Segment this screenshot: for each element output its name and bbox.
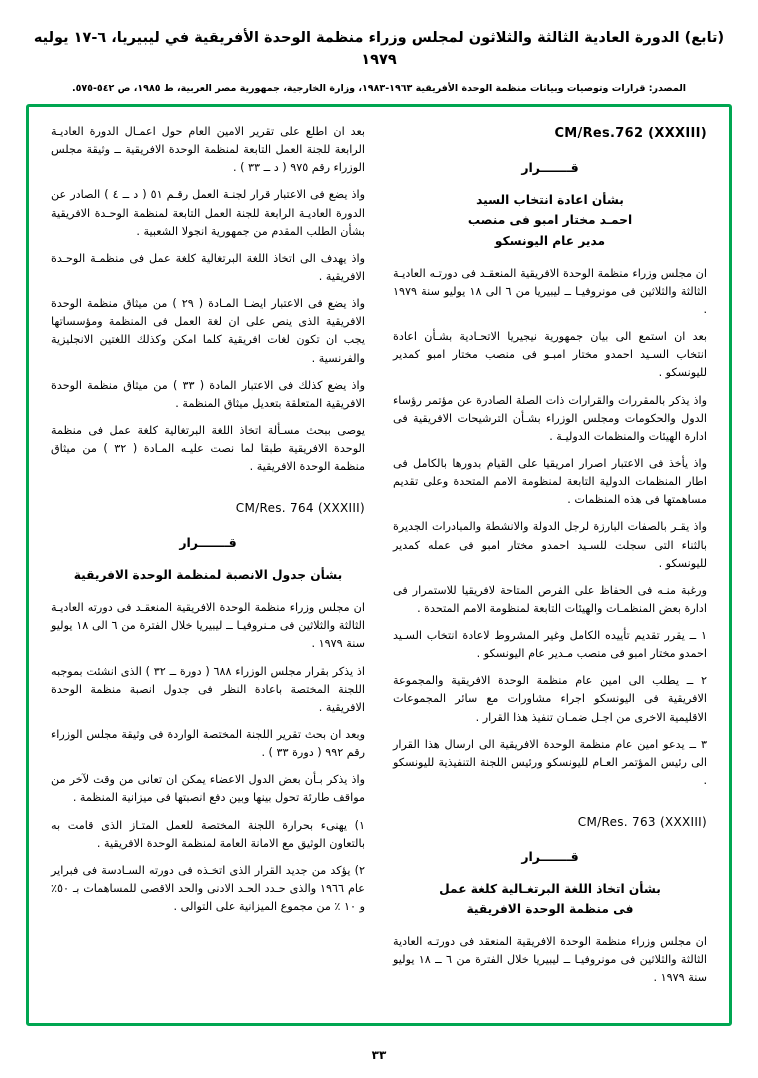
subject-line: فى منظمة الوحدة الافريقية	[466, 902, 634, 916]
paragraph: واذ يهدف الى اتخاذ اللغة البرتغالية كلغة عمل فى منظمـة الوحـدة الافريقية .	[51, 251, 365, 283]
content-frame	[26, 104, 732, 1026]
page-header	[0, 0, 758, 96]
column-right	[379, 123, 711, 1011]
paragraph: ١ ــ يقرر تقديم تأييده الكامل وغير المشروط لاعادة انتخاب السـيد احمدو مختار امبو فى منصب مـدير عام اليونسكو .	[393, 629, 707, 661]
section-spacer	[393, 799, 707, 813]
paragraph: ٣ ــ يدعو امين عام منظمة الوحدة الافريقية الى ارسال هذا القرار الى رئيس المؤتمر العـام لليونسكو ورئيس اللجنة التنفيذية لليونسكو .	[393, 737, 707, 788]
two-column-layout	[29, 107, 729, 1023]
resolution-id-764: CM/Res. 764 (XXXIII)	[235, 501, 365, 516]
paragraph: واذ يذكر بالمقررات والقرارات ذات الصلة الصادرة عن مؤتمر رؤساء الدول والحكومات ومجلس الوزراء بشـأن الترشيحات الافريقية فى ادارة الهيئات والمنظمات الدوليـة .	[393, 393, 707, 443]
paragraph: واذ يضع كذلك فى الاعتبار المادة ( ٣٣ ) من ميثاق منظمة الوحدة الافريقية المتعلقة بتعديل ميثاق المنظمة .	[51, 378, 365, 410]
resolution-subject-762	[393, 190, 707, 250]
paragraph: واذ يضع فى الاعتبار قرار لجنـة العمل رقـم ٥١ ( د ــ ٤ ) الصادر عن الدورة العاديـة الرابعة للجنة العمل التابعة لمنظمة الوحـدة الافريقية بشأن الطلب المقدم من جمهورية انجولا الشعبية .	[51, 188, 365, 238]
paragraph: ٢ ــ يطلب الى امين عام منظمة الوحدة الافريقية والمجموعة الافريقية فى اليونسكو اجراء مشاورات مع سائر المجموعات الاقليمية الاخرى من اجـل ضمـان تنفيذ هذا القرار .	[393, 674, 707, 724]
page-number: ٣٣	[371, 1048, 387, 1062]
qarar-label-763: قـــــــرار	[521, 848, 579, 864]
resolution-id-763: CM/Res. 763 (XXXIII)	[577, 815, 707, 830]
header-title: (تابع) الدورة العادية الثالثة والثلاثون لمجلس وزراء منظمة الوحدة الأفريقية في ليبيريا، ٦-١٧ يوليه ١٩٧٩	[33, 30, 725, 68]
paragraph: واذ يقـر بالصفات البارزة لرجل الدولة والانشطة والمبادرات الجديرة بالثناء التى سجلت للسـيد احمدو مختار امبو فى عمله كمدير لليونسكو .	[393, 520, 707, 570]
qarar-label-764: قـــــــرار	[179, 534, 237, 550]
subject-line: مدير عام اليونسكو	[494, 233, 606, 248]
resolution-subject-764	[51, 565, 365, 585]
paragraph: يوصى ببحث مسـألة اتخاذ اللغة البرتغالية كلغة عمل فى منظمة الوحدة الافريقية طبقا لما نصت عليـه المـادة ( ٣٢ ) من ميثاق منظمة الوحدة الافريقية .	[51, 423, 365, 474]
resolution-id-762: CM/Res.762 (XXXIII)	[554, 126, 707, 141]
header-source: المصدر: ‏قرارات وتوصيات وبيانات منظمة الوحدة الأفريقية ١٩٦٣-١٩٨٣، وزارة الخارجية، جمهورية مصر العربية، ط ١٩٨٥، ص ٥٤٢-٥٧٥‏.	[71, 82, 687, 94]
paragraph: اذ يذكر بقرار مجلس الوزراء ٦٨٨ ( دورة ــ ٣٢ ) الذى انشئت بموجبه اللجنة المختصة باعادة النظر فى جدول انصبة منظمة الوحدة الافريقية .	[51, 664, 366, 714]
section-spacer	[51, 485, 365, 499]
paragraph: واذ يذكر بـأن بعض الدول الاعضاء يمكن ان تعانى من وقت لآخر من مواقف طارئة تحول بينها وبين دفع انصبتها فى ميزانية المنظمة .	[51, 773, 365, 805]
subject-line: بشأن اعادة انتخاب السيد	[476, 193, 624, 208]
paragraph: ان مجلس وزراء منظمة الوحدة الافريقية المنعقـد فى دورتـه العاديـة الثالثة والثلاثين فى مونروفيـا ــ ليبيريا من ٦ الى ١٨ يوليو سنة ١٩٧٩ .	[393, 266, 707, 316]
qarar-label-762: قـــــــرار	[521, 160, 579, 176]
paragraph: بعد ان اطلع على تقرير الامين العام حول اعمـال الدورة العاديـة الرابعة للجنة العمل التابعة لمنظمة الوحدة الافريقية ــ وثيقة مجلس الوزراء رقم ٩٧٥ ( د ــ ٣٣ ) .	[51, 125, 365, 175]
paragraph: وبعد ان بحث تقرير اللجنة المختصة الواردة فى وثيقة مجلس الوزراء رقم ٩٩٢ ( دورة ٣٣ ) .	[51, 728, 365, 760]
paragraph: ان مجلس وزراء منظمة الوحدة الافريقية المنعقد فى دورتـه العادية الثالثة والثلاثين فى مونروفيـا ــ ليبيريا خلال الفترة من ٦ ــ ١٨ يوليو سنة ١٩٧٩ .	[393, 935, 708, 985]
subject-line: بشأن جدول الانصبة لمنظمة الوحدة الافريقية	[73, 568, 343, 583]
paragraph: ١) يهنىء بحرارة اللجنة المختصة للعمل المتـاز الذى قامت به بالتعاون الوثيق مع الامانة العامة لمنظمة الوحدة الافريقية .	[51, 818, 365, 850]
paragraph: واذ يأخذ فى الاعتبار اصرار امريقيا على القيام بدورها بالكامل فى اطار المنظمات الدولية التابعة لمنظومة الامم المتحدة وعلى تقديم مساهمتها فى هذه المنظمات .	[393, 456, 707, 507]
subject-line: احمـد مختار امبو فى منصب	[467, 213, 633, 228]
resolution-subject-763	[393, 879, 707, 919]
paragraph: ورغبة منـه فى الحفاظ على الفرص المتاحة لافريقيا للاستمرار فى ادارة بعض المنظمـات والهيئات التابعة لمنظومة الامم المتحدة .	[393, 583, 707, 615]
paragraph: ان مجلس وزراء منظمة الوحدة الافريقية المنعقـد فى دورته العاديـة الثالثة والثلاثين فى مـنروفيـا ــ ليبيريا خلال الفترة من ٦ الى ١٨ يوليو سنة ١٩٧٩ .	[51, 601, 365, 651]
column-left	[47, 123, 379, 1011]
paragraph: واذ يضع فى الاعتبار ايضـا المـادة ( ٢٩ ) من ميثاق منظمة الوحدة الافريقية الذى ينص على ان لغة العمل فى المنظمة ومؤسساتها يجب ان تكون لغات افريقية كلما امكن وكذلك اللغتين الانجليزية والفرنسية .	[51, 297, 365, 365]
subject-line: بشأن اتخاذ اللغة البرتغـالية كلغة عمل	[439, 881, 661, 896]
paragraph: ٢) يؤكد من جديد القرار الذى اتخـذه فى دورته السـادسة فى فبراير عام ١٩٦٦ والذى حـدد الحـد الادنى والحد الاقصى للمساهمات بـ ٥٠٪ و ١٠ ٪ من مجموع الميزانية على التوالى .	[51, 863, 365, 914]
paragraph: بعد ان استمع الى بيان جمهورية نيجيريا الاتحـادية بشـأن اعادة انتخاب السـيد احمدو مختار امبـو فى منصب مختار امبو كمدير لليونسكو .	[393, 330, 707, 380]
